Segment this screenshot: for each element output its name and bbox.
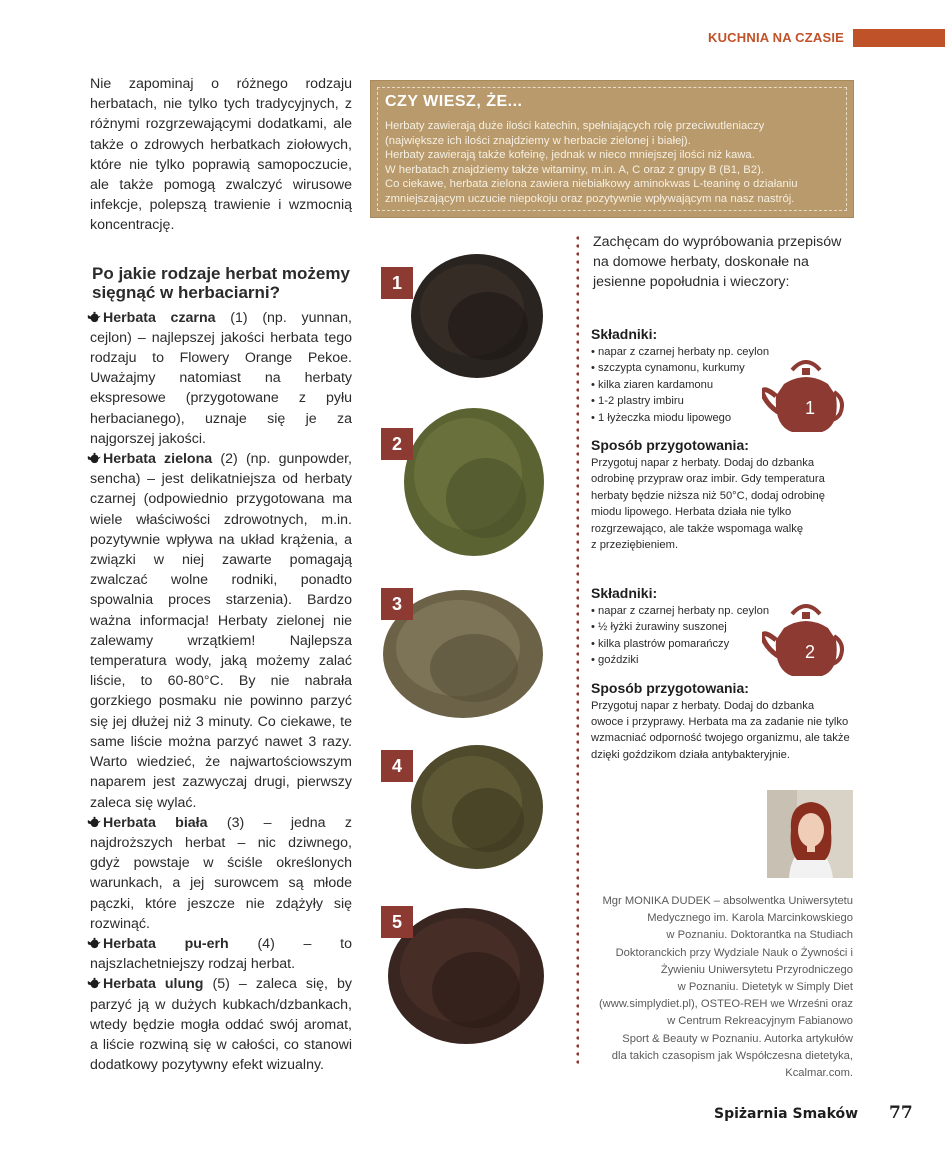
tea-item-oolong bbox=[90, 974, 352, 1075]
method-title: Sposób przygotowania: bbox=[591, 679, 749, 696]
tea-name: Herbata biała bbox=[103, 814, 208, 831]
teapot-1-icon bbox=[762, 356, 844, 434]
tea-name: Herbata ulung bbox=[103, 976, 204, 993]
tea-item-puerh bbox=[90, 934, 352, 974]
tea-name: Herbata zielona bbox=[103, 451, 213, 468]
author-bio-line: Kcalmar.com. bbox=[785, 1067, 853, 1080]
author-bio-line: Sport & Beauty w Poznaniu. Autorka artykułów bbox=[622, 1032, 853, 1045]
author-bio-line: (www.simplydiet.pl), OSTEO-REH we Wrześni oraz bbox=[598, 998, 853, 1011]
author-photo bbox=[767, 790, 853, 878]
method-line: Przygotuj napar z herbaty. Dodaj do dzbanka bbox=[591, 699, 815, 712]
teapot-bullet-icon bbox=[87, 311, 102, 323]
author-bio-line: Doktoranckich przy Wydziale Nauk o Żywności i bbox=[615, 946, 853, 959]
author-bio bbox=[590, 893, 853, 1082]
ingredient-item: • napar z czarnej herbaty np. ceylon bbox=[591, 344, 851, 360]
section-label: KUCHNIA NA CZASIE bbox=[708, 30, 845, 45]
did-you-know-title: CZY WIESZ, ŻE... bbox=[385, 93, 523, 110]
author-bio-line: w Poznaniu. Doktorantka na Studiach bbox=[666, 929, 853, 942]
author-bio-line: dla takich czasopism jak Współczesna dietetyka, bbox=[611, 1049, 853, 1062]
teapot-bullet-icon bbox=[87, 937, 102, 949]
tea-pile-black-image bbox=[402, 240, 552, 390]
intro-paragraph: Nie zapominaj o różnego rodzaju herbatach, nie tylko tych tradycyjnych, z różnymi rozgrzewającymi dodatkami, ale także o zdrowych herbatkach ziołowych, które nie tylko poprawią samopoczucie, ale także pomogą zwalczyć wirusowe infekcje, polepszą trawienie i wzmocnią koncentrację. bbox=[90, 76, 352, 234]
magazine-name: Spiżarnia Smaków bbox=[714, 1106, 859, 1122]
tea-badge: 4 bbox=[381, 750, 413, 782]
tea-name: Herbata czarna bbox=[103, 309, 216, 326]
page-number: 77 bbox=[889, 1103, 913, 1123]
tea-badge: 3 bbox=[381, 588, 413, 620]
method-line: z przeziębieniem. bbox=[591, 539, 679, 552]
tea-desc: (1) (np. yunnan, cejlon) – najlepszej jakości herbata tego rodzaju to Flowery Orange Pekoe. Uważajmy natomiast na herbaty ekspresowe (przygotowane z pyłu herbacianego), uznaje się je za najgorszej jakości. bbox=[90, 309, 352, 447]
tea-desc: (2) (np. gunpowder, sencha) – jest delikatniejsza od herbaty czarnej (odpowiednio przygotowana ma wiele właściwości zdrowotnych, m.in. pozytywnie wpływa na układ krążenia, a związki w niej zawarte pomagają zwalczać wolne rodniki, ponadto spowalnia proces starzenia). Bardzo ważna informacja! Herbaty zielonej nie zalewamy wrzątkiem! Najlepsza temperatura wody, jaką możemy zalać liście, to 60-80°C. By nie nabrała gorzkiego posmaku nie powinno parzyć się jej dłużej niż 3 minuty. Co ciekawe, te same liście można parzyć nawet 3 razy. Warto wiedzieć, że najwartościowszym naparem jest zazwyczaj drugi, pierwszy zaleca się wylać. bbox=[90, 451, 352, 811]
method-line: owoce i przyprawy. Herbata ma za zadanie nie tylko bbox=[591, 716, 849, 729]
author-bio-line: w Poznaniu. Dietetyk w Simply Diet bbox=[677, 981, 853, 994]
fact-line: Co ciekawe, herbata zielona zawiera niebiałkowy aminokwas L-teaninę o działaniu bbox=[385, 178, 798, 190]
fact-line: (największe ich ilości znajdziemy w herbacie zielonej i białej). bbox=[385, 134, 691, 147]
ingredient-item: • goździki bbox=[591, 652, 851, 668]
ingredient-item: • napar z czarnej herbaty np. ceylon bbox=[591, 603, 851, 619]
tea-item-black bbox=[90, 308, 352, 449]
method-line: odrobinę przypraw oraz imbir. Gdy temperatura bbox=[591, 473, 825, 486]
method-text bbox=[591, 698, 851, 764]
tea-desc: (4) – to najszlachetniejszy rodzaj herbat. bbox=[90, 935, 353, 973]
ingredient-item: • ½ łyżki żurawiny suszonej bbox=[591, 619, 851, 635]
tea-pile-green-image bbox=[398, 402, 550, 562]
teapot-number: 1 bbox=[804, 398, 816, 418]
tea-item-green bbox=[90, 449, 352, 813]
tea-badge: 5 bbox=[381, 906, 413, 938]
tea-item-white bbox=[90, 813, 352, 934]
author-bio-line: Żywieniu Uniwersytetu Przyrodniczego bbox=[660, 963, 853, 976]
method-line: Przygotuj napar z herbaty. Dodaj do dzbanka bbox=[591, 457, 815, 470]
author-bio-line: Medycznego im. Karola Marcinkowskiego bbox=[647, 912, 853, 925]
left-column bbox=[90, 74, 352, 1075]
tea-badge: 1 bbox=[381, 267, 413, 299]
method-line: miodu lipowego. Herbata działa nie tylko bbox=[591, 506, 792, 519]
teapot-bullet-icon bbox=[87, 452, 102, 464]
fact-line: Herbaty zawierają także kofeinę, jednak w nieco mniejszej ilości niż kawa. bbox=[385, 149, 755, 161]
teapot-2-icon bbox=[762, 600, 844, 678]
teapot-bullet-icon bbox=[87, 816, 102, 828]
ingredient-item: • kilka plastrów pomarańczy bbox=[591, 636, 851, 652]
ingredient-item: • kilka ziaren kardamonu bbox=[591, 377, 851, 393]
header-accent-bar bbox=[853, 29, 945, 47]
ingredient-item: • szczypta cynamonu, kurkumy bbox=[591, 360, 851, 376]
tea-desc: (5) – zaleca się, by parzyć ją w dużych kubkach/dzbankach, wtedy będzie mogła oddać swój aromat, a liście rozwiną się w całości, co stanowi dodatkowy pozytywny efekt wizualny. bbox=[90, 976, 352, 1074]
method-title: Sposób przygotowania: bbox=[591, 437, 749, 454]
did-you-know-box bbox=[370, 80, 854, 218]
dotted-divider bbox=[576, 234, 579, 1064]
ingredients-title: Składniki: bbox=[591, 585, 658, 601]
left-heading: Po jakie rodzaje herbat możemy sięgnąć w herbaciarni? bbox=[92, 263, 350, 302]
ingredients-title: Składniki: bbox=[591, 326, 658, 342]
teapot-number: 2 bbox=[804, 642, 816, 662]
teapot-bullet-icon bbox=[87, 977, 102, 989]
author-bio-line: w Centrum Rekreacyjnym Fabianowo bbox=[667, 1015, 853, 1028]
tea-desc: (3) – jedna z najdroższych herbat – nic dziwnego, gdyż powstaje w ściśle określonych warunkach, a jej surowcem są młode pączki, które jeszcze nie zdążyły się rozwinąć. bbox=[90, 814, 352, 932]
tea-pile-puerh-image bbox=[406, 740, 548, 875]
recipes-intro: Zachęcam do wypróbowania przepisów na domowe herbaty, doskonałe na jesienne popołudnia i wieczory: bbox=[593, 234, 842, 290]
tea-name: Herbata pu-erh bbox=[103, 935, 229, 952]
method-line: herbaty będzie niższa niż 50°C, dodaj odrobinę bbox=[591, 489, 825, 502]
author-bio-line: Mgr MONIKA DUDEK – absolwentka Uniwersytetu bbox=[602, 895, 853, 907]
ingredient-item: • 1 łyżeczka miodu lipowego bbox=[591, 410, 851, 426]
method-line: dzięki goździkom działa antybakteryjnie. bbox=[591, 748, 790, 761]
fact-line: zmniejszającym uczucie niepokoju oraz pozytywnie wpływającym na nasz nastrój. bbox=[385, 192, 795, 205]
fact-line: Herbaty zawierają duże ilości katechin, spełniających rolę przeciwutleniaczy bbox=[385, 120, 765, 132]
method-line: wzmacniać odporność twojego organizmu, ale także bbox=[591, 732, 850, 745]
method-text bbox=[591, 455, 851, 553]
tea-badge: 2 bbox=[381, 428, 413, 460]
method-line: rozgrzewająco, ale także wspomaga walkę bbox=[591, 522, 804, 535]
did-you-know-frame bbox=[377, 87, 847, 211]
ingredient-item: • 1-2 plastry imbiru bbox=[591, 393, 851, 409]
fact-line: W herbatach znajdziemy także witaminy, m.in. A, C oraz z grupy B (B1, B2). bbox=[385, 163, 765, 176]
